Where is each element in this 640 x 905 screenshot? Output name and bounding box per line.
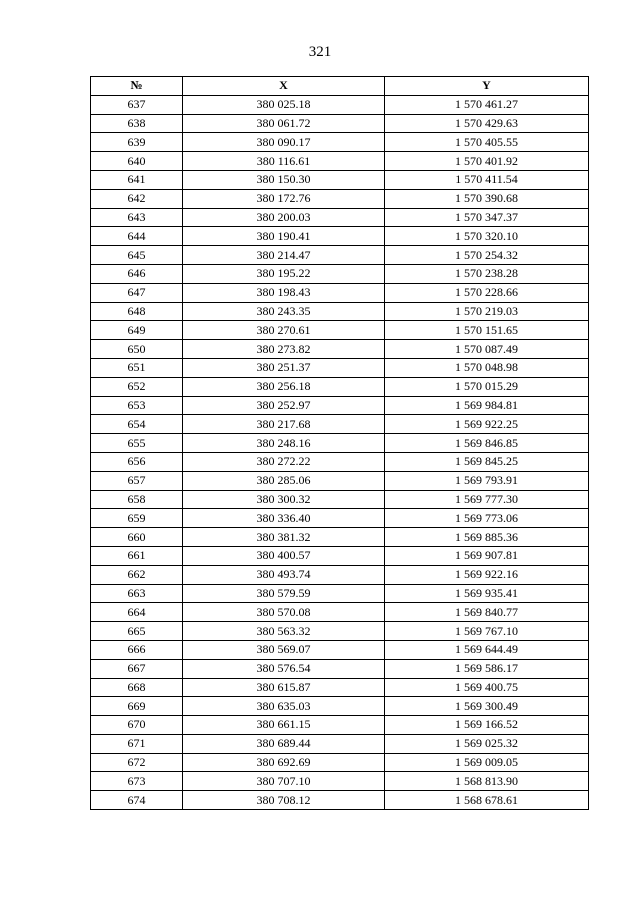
table-row (91, 659, 589, 678)
cell-number: 637 (91, 95, 183, 114)
table-row (91, 753, 589, 772)
cell-number: 655 (91, 434, 183, 453)
cell-y: 1 569 777.30 (385, 490, 589, 509)
cell-number: 641 (91, 170, 183, 189)
cell-x: 380 217.68 (183, 415, 385, 434)
table-row (91, 471, 589, 490)
cell-y: 1 570 401.92 (385, 152, 589, 171)
table-row (91, 490, 589, 509)
cell-x: 380 563.32 (183, 622, 385, 641)
cell-y: 1 569 922.25 (385, 415, 589, 434)
cell-number: 670 (91, 716, 183, 735)
cell-y: 1 569 907.81 (385, 546, 589, 565)
cell-number: 642 (91, 189, 183, 208)
cell-x: 380 248.16 (183, 434, 385, 453)
cell-number: 667 (91, 659, 183, 678)
cell-y: 1 568 678.61 (385, 791, 589, 810)
table-row (91, 321, 589, 340)
table-row (91, 434, 589, 453)
table-row (91, 791, 589, 810)
cell-y: 1 570 087.49 (385, 340, 589, 359)
cell-y: 1 570 347.37 (385, 208, 589, 227)
cell-number: 652 (91, 377, 183, 396)
cell-y: 1 570 390.68 (385, 189, 589, 208)
cell-number: 664 (91, 603, 183, 622)
cell-y: 1 569 025.32 (385, 734, 589, 753)
table-row (91, 396, 589, 415)
cell-y: 1 570 461.27 (385, 95, 589, 114)
header-x: X (183, 77, 385, 96)
table-row (91, 358, 589, 377)
cell-number: 668 (91, 678, 183, 697)
cell-x: 380 251.37 (183, 358, 385, 377)
table-row (91, 189, 589, 208)
cell-x: 380 661.15 (183, 716, 385, 735)
cell-number: 673 (91, 772, 183, 791)
cell-number: 661 (91, 546, 183, 565)
table-row (91, 734, 589, 753)
cell-y: 1 568 813.90 (385, 772, 589, 791)
cell-x: 380 400.57 (183, 546, 385, 565)
cell-y: 1 569 644.49 (385, 640, 589, 659)
cell-number: 654 (91, 415, 183, 434)
cell-number: 672 (91, 753, 183, 772)
cell-x: 380 570.08 (183, 603, 385, 622)
cell-y: 1 570 320.10 (385, 227, 589, 246)
cell-x: 380 615.87 (183, 678, 385, 697)
cell-number: 665 (91, 622, 183, 641)
cell-x: 380 635.03 (183, 697, 385, 716)
cell-y: 1 569 400.75 (385, 678, 589, 697)
cell-y: 1 570 151.65 (385, 321, 589, 340)
cell-number: 651 (91, 358, 183, 377)
table-row (91, 114, 589, 133)
cell-x: 380 579.59 (183, 584, 385, 603)
cell-number: 659 (91, 509, 183, 528)
cell-x: 380 270.61 (183, 321, 385, 340)
cell-number: 639 (91, 133, 183, 152)
cell-number: 669 (91, 697, 183, 716)
cell-y: 1 570 048.98 (385, 358, 589, 377)
cell-number: 643 (91, 208, 183, 227)
cell-y: 1 569 166.52 (385, 716, 589, 735)
cell-y: 1 569 009.05 (385, 753, 589, 772)
table-body (91, 95, 589, 809)
cell-x: 380 061.72 (183, 114, 385, 133)
table-row (91, 546, 589, 565)
coordinates-table (90, 76, 589, 810)
table-row (91, 622, 589, 641)
cell-x: 380 150.30 (183, 170, 385, 189)
cell-number: 660 (91, 528, 183, 547)
cell-number: 638 (91, 114, 183, 133)
cell-y: 1 570 429.63 (385, 114, 589, 133)
table-row (91, 152, 589, 171)
cell-y: 1 570 238.28 (385, 264, 589, 283)
cell-number: 645 (91, 246, 183, 265)
cell-y: 1 570 228.66 (385, 283, 589, 302)
table-row (91, 772, 589, 791)
table-row (91, 208, 589, 227)
cell-x: 380 273.82 (183, 340, 385, 359)
table-row (91, 377, 589, 396)
cell-x: 380 025.18 (183, 95, 385, 114)
cell-x: 380 190.41 (183, 227, 385, 246)
cell-number: 666 (91, 640, 183, 659)
cell-x: 380 692.69 (183, 753, 385, 772)
cell-number: 663 (91, 584, 183, 603)
table-row (91, 95, 589, 114)
table-row (91, 452, 589, 471)
cell-x: 380 198.43 (183, 283, 385, 302)
cell-x: 380 707.10 (183, 772, 385, 791)
cell-y: 1 569 300.49 (385, 697, 589, 716)
cell-y: 1 570 219.03 (385, 302, 589, 321)
cell-x: 380 336.40 (183, 509, 385, 528)
table-row (91, 133, 589, 152)
cell-y: 1 570 411.54 (385, 170, 589, 189)
cell-y: 1 569 984.81 (385, 396, 589, 415)
table-row (91, 302, 589, 321)
cell-y: 1 569 922.16 (385, 565, 589, 584)
cell-y: 1 569 885.36 (385, 528, 589, 547)
cell-y: 1 570 254.32 (385, 246, 589, 265)
table-row (91, 264, 589, 283)
cell-number: 653 (91, 396, 183, 415)
header-number: № (91, 77, 183, 96)
cell-y: 1 570 015.29 (385, 377, 589, 396)
cell-x: 380 243.35 (183, 302, 385, 321)
cell-y: 1 569 846.85 (385, 434, 589, 453)
cell-number: 649 (91, 321, 183, 340)
cell-x: 380 090.17 (183, 133, 385, 152)
cell-x: 380 569.07 (183, 640, 385, 659)
table-row (91, 716, 589, 735)
cell-y: 1 569 586.17 (385, 659, 589, 678)
cell-x: 380 252.97 (183, 396, 385, 415)
cell-x: 380 381.32 (183, 528, 385, 547)
cell-y: 1 570 405.55 (385, 133, 589, 152)
cell-y: 1 569 935.41 (385, 584, 589, 603)
cell-x: 380 689.44 (183, 734, 385, 753)
table-row (91, 227, 589, 246)
cell-x: 380 708.12 (183, 791, 385, 810)
cell-number: 648 (91, 302, 183, 321)
cell-x: 380 116.61 (183, 152, 385, 171)
table-row (91, 415, 589, 434)
cell-number: 646 (91, 264, 183, 283)
cell-x: 380 493.74 (183, 565, 385, 584)
table-header-row (91, 77, 589, 96)
cell-number: 658 (91, 490, 183, 509)
cell-x: 380 200.03 (183, 208, 385, 227)
cell-x: 380 195.22 (183, 264, 385, 283)
table-row (91, 528, 589, 547)
cell-number: 656 (91, 452, 183, 471)
page-number: 321 (308, 44, 332, 60)
cell-number: 650 (91, 340, 183, 359)
header-y: Y (385, 77, 589, 96)
table-row (91, 697, 589, 716)
cell-x: 380 272.22 (183, 452, 385, 471)
table-row (91, 584, 589, 603)
cell-number: 657 (91, 471, 183, 490)
cell-number: 662 (91, 565, 183, 584)
table-row (91, 246, 589, 265)
table-row (91, 603, 589, 622)
table-row (91, 678, 589, 697)
cell-x: 380 172.76 (183, 189, 385, 208)
cell-number: 644 (91, 227, 183, 246)
cell-x: 380 256.18 (183, 377, 385, 396)
table-row (91, 565, 589, 584)
cell-number: 640 (91, 152, 183, 171)
cell-x: 380 214.47 (183, 246, 385, 265)
table-row (91, 640, 589, 659)
cell-y: 1 569 793.91 (385, 471, 589, 490)
cell-x: 380 300.32 (183, 490, 385, 509)
cell-y: 1 569 840.77 (385, 603, 589, 622)
table-row (91, 340, 589, 359)
cell-number: 674 (91, 791, 183, 810)
table-row (91, 283, 589, 302)
cell-y: 1 569 773.06 (385, 509, 589, 528)
table-row (91, 170, 589, 189)
cell-number: 671 (91, 734, 183, 753)
cell-number: 647 (91, 283, 183, 302)
cell-x: 380 576.54 (183, 659, 385, 678)
cell-y: 1 569 845.25 (385, 452, 589, 471)
table-row (91, 509, 589, 528)
cell-x: 380 285.06 (183, 471, 385, 490)
cell-y: 1 569 767.10 (385, 622, 589, 641)
